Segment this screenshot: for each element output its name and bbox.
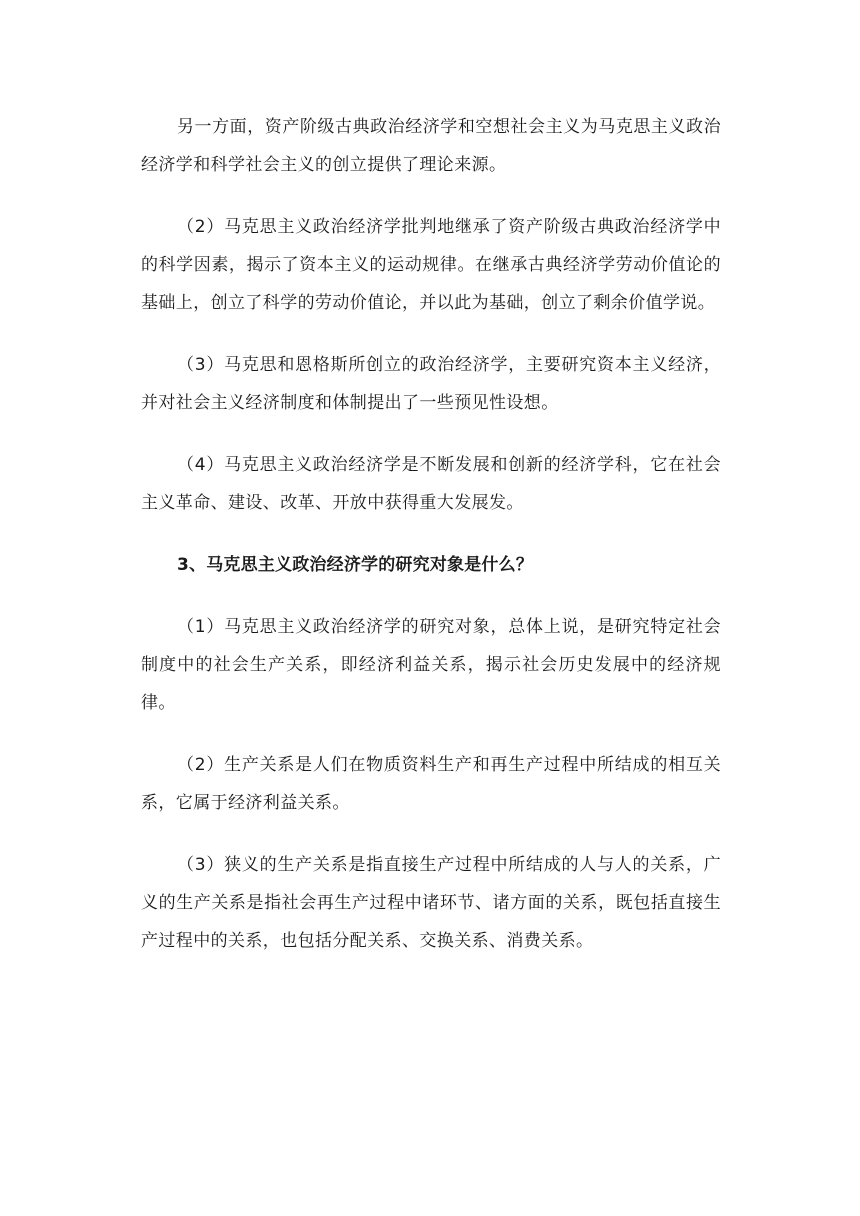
paragraph-object-2: （2）生产关系是人们在物质资料生产和再生产过程中所结成的相互关系，它属于经济利益关系。 xyxy=(141,755,721,813)
paragraph-point-3: （3）马克思和恩格斯所创立的政治经济学，主要研究资本主义经济，并对社会主义经济制度和体制提出了一些预见性设想。 xyxy=(141,355,721,413)
paragraph-point-2: （2）马克思主义政治经济学批判地继承了资产阶级古典政治经济学中的科学因素，揭示了资本主义的运动规律。在继承古典经济学劳动价值论的基础上，创立了科学的劳动价值论，并以此为基础，创立了剩余价值学说。 xyxy=(141,217,721,313)
paragraph-object-3: （3）狭义的生产关系是指直接生产过程中所结成的人与人的关系，广义的生产关系是指社会再生产过程中诸环节、诸方面的关系，既包括直接生产过程中的关系，也包括分配关系、交换关系、消费关系。 xyxy=(141,855,721,951)
paragraph-object-1: （1）马克思主义政治经济学的研究对象，总体上说，是研究特定社会制度中的社会生产关系，即经济利益关系，揭示社会历史发展中的经济规律。 xyxy=(141,617,721,713)
paragraph-intro: 另一方面，资产阶级古典政治经济学和空想社会主义为马克思主义政治经济学和科学社会主义的创立提供了理论来源。 xyxy=(141,117,721,175)
document-body xyxy=(141,108,721,984)
section-heading: 3、马克思主义政治经济学的研究对象是什么？ xyxy=(177,555,534,575)
paragraph-point-4: （4）马克思主义政治经济学是不断发展和创新的经济学科，它在社会主义革命、建设、改革、开放中获得重大发展发。 xyxy=(141,455,721,513)
